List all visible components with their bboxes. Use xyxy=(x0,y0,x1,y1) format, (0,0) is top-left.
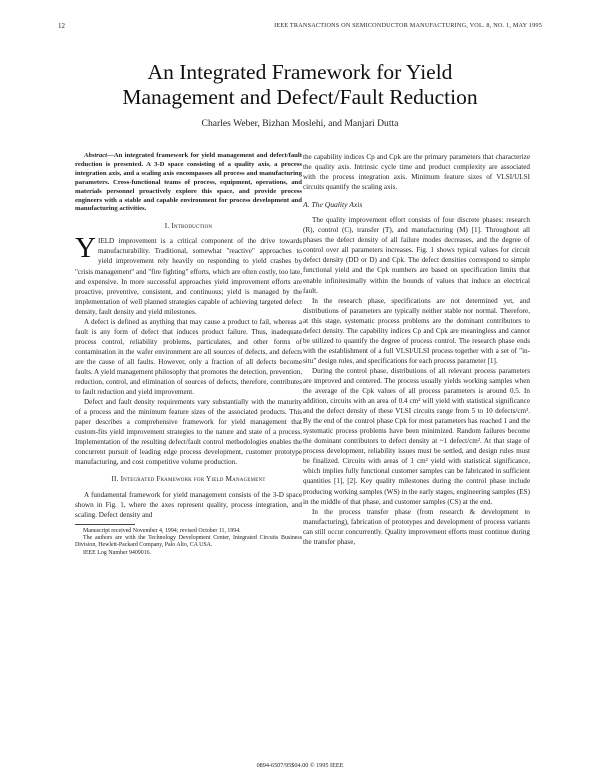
section-2-numeral: II. xyxy=(111,475,119,484)
intro-first-paragraph xyxy=(75,232,302,316)
abstract-label: Abstract— xyxy=(84,152,114,159)
intro-paragraph-1: IELD improvement is a critical component of the drive towards manufacturability. Traditional, somewhat "reactive" approaches to yield improvement rely heavily on responding to yield crashes by "crisis management" and "fire fighting" efforts, which are often costly, too late, and expensive. In more successful approaches yield improvement efforts are proactive, preventive, consistent, and continuous; yield is managed by the implementation of well planned strategies capable of achieving targeted defect density, fault density and yield milestones. xyxy=(75,237,302,316)
intro-paragraph-3: Defect and fault density requirements vary substantially with the maturity of a process and the minimum feature sizes of the associated products. This paper describes a comprehensive framework for yield management that custom-fits yield improvement strategies to the nature and state of a process. Implementation of the resulting defect/fault control methodologies enables the concurrent pursuit of leading edge process development, customer prototype manufacturing, and cost competitive volume production. xyxy=(75,398,302,467)
quality-paragraph-1: The quality improvement effort consists of four discrete phases: research (R), control (C), transfer (T), and manufacturing (M) [1]. Throughout all phases the defect density of all failure modes decreases, and the degree of control over all parameters increases. Fig. 1 shows typical values for circuit defect density (DD or D) and Cpk. The defect densities correspond to simple functional yield and the Cpk numbers are based on specification limits that enable infinitesimally within the bounds of values that induce an electrical fault. xyxy=(303,216,530,295)
intro-paragraph-2: A defect is defined as anything that may cause a product to fail, whereas a fault is any form of defect that induces product failure. Thus, inadequate process control, reliability problems, particulates, and other forms of contamination in the wafer environment are all sources of defects, and defects are the cause of all faults. However, only a fraction of all defects become faults. A yield management philosophy that promotes the detection, prevention, reduction, control, and elimination of sources of defects, therefore, contributes to fault reduction and yield improvement. xyxy=(75,317,302,397)
footnote-affiliation: The authors are with the Technology Development Center, Integrated Circuits Business Division, Hewlett-Packard Company, Palo Alto, CA USA. xyxy=(75,534,302,549)
abstract xyxy=(75,152,302,214)
footnote-rule xyxy=(75,524,135,525)
title-line-1: An Integrated Framework for Yield xyxy=(147,60,453,84)
footnote-received: Manuscript received November 4, 1994; revised October 11, 1994. xyxy=(83,527,241,534)
section-1-title: Introduction xyxy=(171,222,213,231)
drop-cap: Y xyxy=(75,232,96,265)
section-2-heading xyxy=(75,474,302,484)
section-1-numeral: I. xyxy=(164,222,170,231)
quality-paragraph-2: In the research phase, specifications are not determined yet, and distributions of parameters are typically neither stable nor normal. Therefore, at this stage, systematic process problems are the dominant contributors to defect density. The capability indices Cp and Cpk are meaningless and cannot be utilized to quantify the degree of process control. The research phase ends with the establishment of a full VLSI/ULSI process together with a set of "in-situ" design rules, and specifications for each process parameter [1]. xyxy=(303,296,530,365)
quality-paragraph-3: During the control phase, distributions of all relevant process parameters are improved and centered. The process usually yields working samples when the average of the Cpk values of all process parameters is around 0.5. In addition, circuits with an area of 0.4 cm² will yield with statistical significance and the defect density of these VLSI circuits range from 5 to 10 defects/cm². By the end of the control phase Cpk for most parameters has reached 1 and the systematic process problems have been minimized. Random failures become the dominant contributors to defect density at ~1 defect/cm². At that stage of process development, reliability issues must be settled, and design rules must be finalized. Circuits with areas of 1 cm² yield with statistical significance, which implies fully functional customer samples can be fabricated in sufficient quantities [1], [2]. Key quality milestones during the control phase include producing working samples (WS) in the early stages, engineering samples (ES) in the middle of that phase, and customer samples (CS) at the end. xyxy=(303,366,530,506)
paper-title xyxy=(0,60,600,110)
copyright-footer: 0894-6507/95$04.00 © 1995 IEEE xyxy=(256,762,344,769)
running-header: IEEE TRANSACTIONS ON SEMICONDUCTOR MANUFACTURING, VOL. 8, NO. 1, MAY 1995 xyxy=(274,22,542,29)
right-column xyxy=(303,152,530,547)
title-line-2: Management and Defect/Fault Reduction xyxy=(122,85,478,109)
section-1-heading xyxy=(75,221,302,231)
section-2-paragraph-1: A fundamental framework for yield management consists of the 3-D space shown in Fig. 1, where the axes represent quality, process integration, and scaling. Defect density and xyxy=(75,490,302,519)
page-number: 12 xyxy=(58,22,65,30)
subsection-quality-axis: A. The Quality Axis xyxy=(303,200,363,210)
abstract-text: An integrated framework for yield management and defect/fault reduction is presented. A 3-D space consisting of a quality axis, a process integration axis, and a scaling axis encompasses all process and manufacturing parameters. Cross-functional teams of process, equipment, operations, and materials personnel proactively explore this space, and provide process engineers with a stable and capable environment for process development and manufacturing activities. xyxy=(75,152,302,213)
author-list: Charles Weber, Bizhan Moslehi, and Manjari Dutta xyxy=(201,118,399,129)
left-column xyxy=(75,152,302,557)
footnote-ieee-log: IEEE Log Number 9409016. xyxy=(83,549,152,556)
section-2-title: Integrated Framework for Yield Management xyxy=(120,475,266,484)
footnote xyxy=(75,528,302,557)
right-paragraph-0: the capability indices Cp and Cpk are the primary parameters that characterize the quality axis. Intrinsic cycle time and product complexity are associated with the process integration axis. Minimum feature sizes of VLSI/ULSI circuits quantify the scaling axis. xyxy=(303,153,530,192)
quality-paragraph-4: In the process transfer phase (from research & development to manufacturing), fabrication of prototypes and development of process variants can still occur concurrently. Quality improvement efforts must continue during the transfer phase, xyxy=(303,507,530,546)
